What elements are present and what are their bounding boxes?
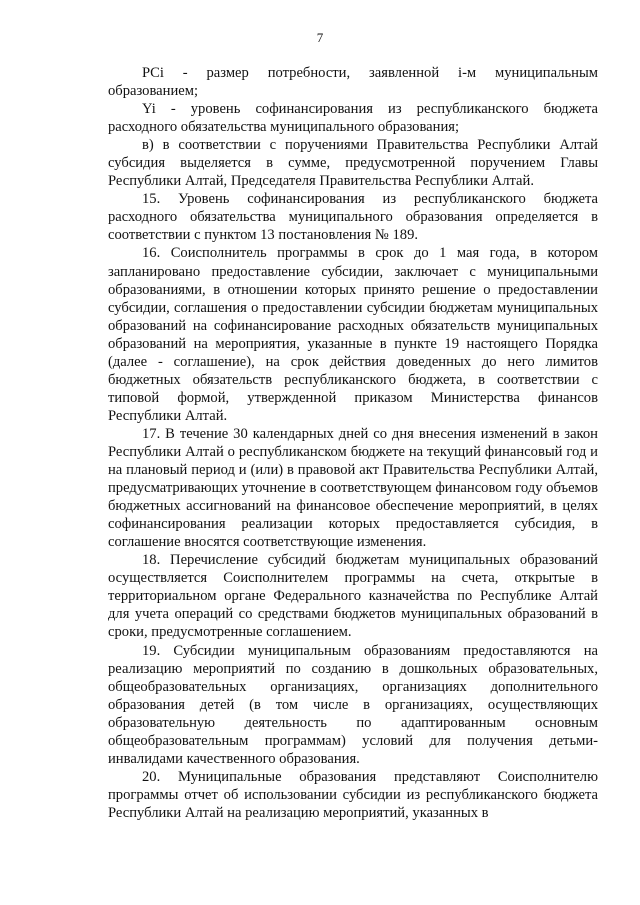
paragraph-yi-definition: Yi - уровень софинансирования из республиканского бюджета расходного обязательства муниципального образования; [108, 101, 598, 136]
paragraph-17: 17. В течение 30 календарных дней со дня внесения изменений в закон Республики Алтай о республиканском бюджете на текущий финансовый год и на плановый период и (или) в правовой акт Правительства Республики Алтай, предусматривающих уточнение в соответствующем финансовом году объемов бюджетных ассигнований на финансовое обеспечение мероприятий, в целях софинансирования реализации которых предоставляется субсидия, в соглашение вносятся соответствующие изменения. [108, 425, 598, 551]
page-number: 7 [316, 30, 324, 45]
paragraph-19: 19. Субсидии муниципальным образованиям предоставляются на реализацию мероприятий по созданию в дошкольных образовательных, общеобразовательных организациях, организациях дополнительного образования детей (в том числе в организациях, осуществляющих образовательную деятельность по адаптированным основным общеобразовательным программам) условий для получения детьми-инвалидами качественного образования. [108, 642, 598, 767]
document-body [108, 64, 598, 822]
paragraph-16: 16. Соисполнитель программы в срок до 1 мая года, в котором запланировано предоставление субсидии, заключает с муниципальными образованиями, в отношении которых принято решение о предоставлении субсидии, соглашения о предоставлении субсидии бюджетам муниципальных образований на софинансирование расходных обязательств муниципальных образований на мероприятия, указанные в пункте 19 настоящего Порядка (далее - соглашение), на срок действия доведенных до него лимитов бюджетных обязательств республиканского бюджета, в соответствии с типовой формой, утвержденной приказом Министерства финансов Республики Алтай. [108, 245, 598, 424]
paragraph-pci-definition: PCi - размер потребности, заявленной i-м муниципальным образованием; [108, 65, 598, 100]
paragraph-20: 20. Муниципальные образования представляют Соисполнителю программы отчет об использовании субсидии из республиканского бюджета Республики Алтай на реализацию мероприятий, указанных в [108, 768, 598, 821]
paragraph-item-v: в) в соответствии с поручениями Правительства Республики Алтай субсидия выделяется в сумме, предусмотренной поручением Главы Республики Алтай, Председателя Правительства Республики Алтай. [108, 137, 598, 190]
paragraph-15: 15. Уровень софинансирования из республиканского бюджета расходного обязательства муниципального образования определяется в соответствии с пунктом 13 постановления № 189. [108, 191, 598, 244]
paragraph-18: 18. Перечисление субсидий бюджетам муниципальных образований осуществляется Соисполнителем программы на счета, открытые в территориальном органе Федерального казначейства по Республике Алтай для учета операций со средствами бюджетов муниципальных образований в сроки, предусмотренные соглашением. [108, 552, 598, 641]
